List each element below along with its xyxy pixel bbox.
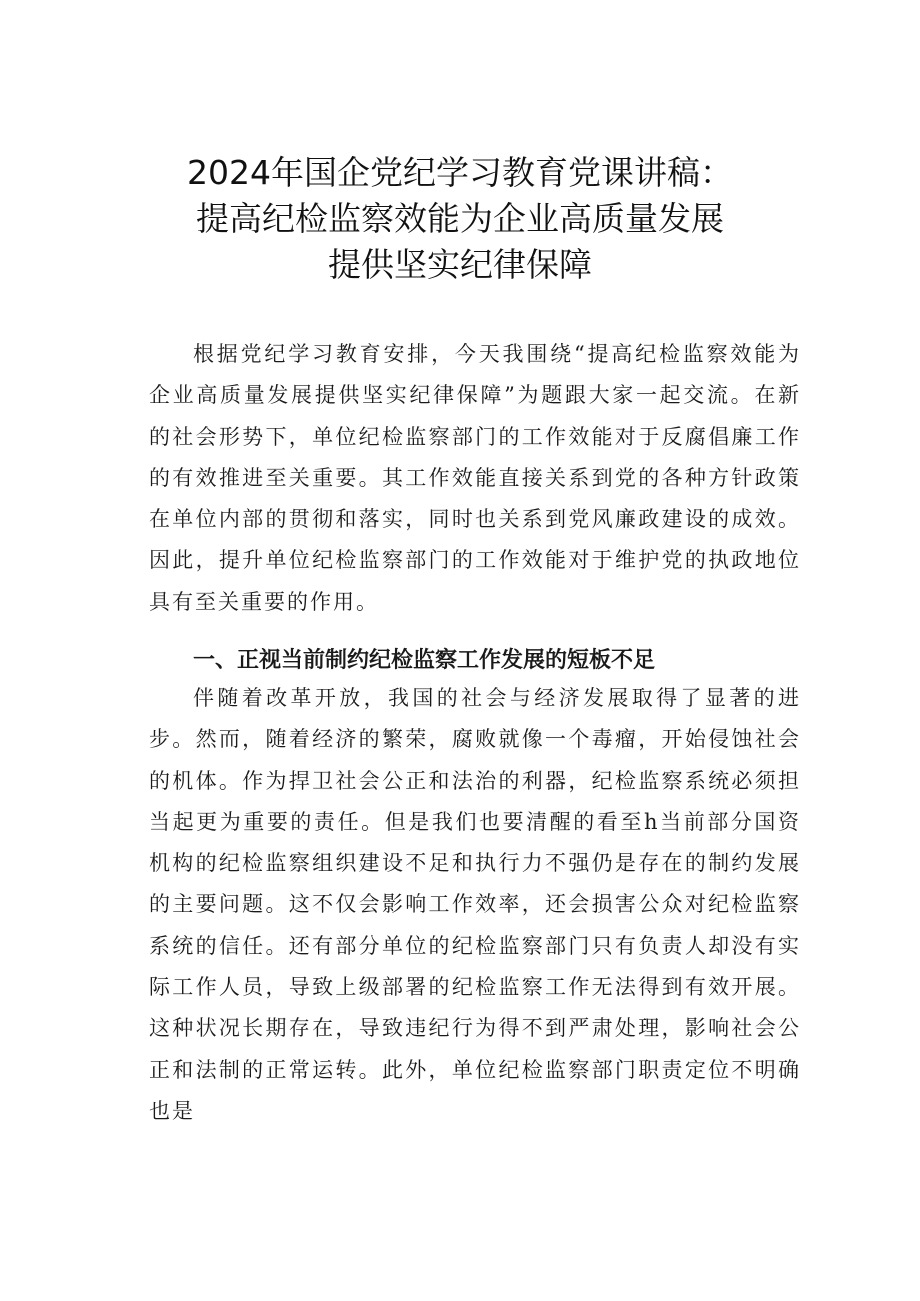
title-line-1: 2024年国企党纪学习教育党课讲稿： <box>187 153 733 192</box>
section-heading-1: 一、正视当前制约纪检监察工作发展的短板不足 <box>193 648 656 673</box>
document-title <box>0 150 920 288</box>
intro-paragraph: 根据党纪学习教育安排，今天我围绕“提高纪检监察效能为企业高质量发展提供坚实纪律保障”为题跟大家一起交流。在新的社会形势下，单位纪检监察部门的工作效能对于反腐倡廉工作的有效推进至关重要。其工作效能直接关系到党的各种方针政策在单位内部的贯彻和落实，同时也关系到党风廉政建设的成效。因此，提升单位纪检监察部门的工作效能对于维护党的执政地位具有至关重要的作用。 <box>149 342 801 614</box>
title-line-3: 提供坚实纪律保障 <box>328 245 592 284</box>
title-line-2: 提高纪检监察效能为企业高质量发展 <box>196 199 724 238</box>
section-1-paragraph: 伴随着改革开放，我国的社会与经济发展取得了显著的进步。然而，随着经济的繁荣，腐败就像一个毒瘤，开始侵蚀社会的机体。作为捍卫社会公正和法治的利器，纪检监察系统必须担当起更为重要的责任。但是我们也要清醒的看至h当前部分国资机构的纪检监察组织建设不足和执行力不强仍是存在的制约发展的主要问题。这不仅会影响工作效率，还会损害公众对纪检监察系统的信任。还有部分单位的纪检监察部门只有负责人却没有实际工作人员，导致上级部署的纪检监察工作无法得到有效开展。这种状况长期存在，导致违纪行为得不到严肃处理，影响社会公正和法制的正常运转。此外，单位纪检监察部门职责定位不明确也是 <box>149 686 801 1123</box>
